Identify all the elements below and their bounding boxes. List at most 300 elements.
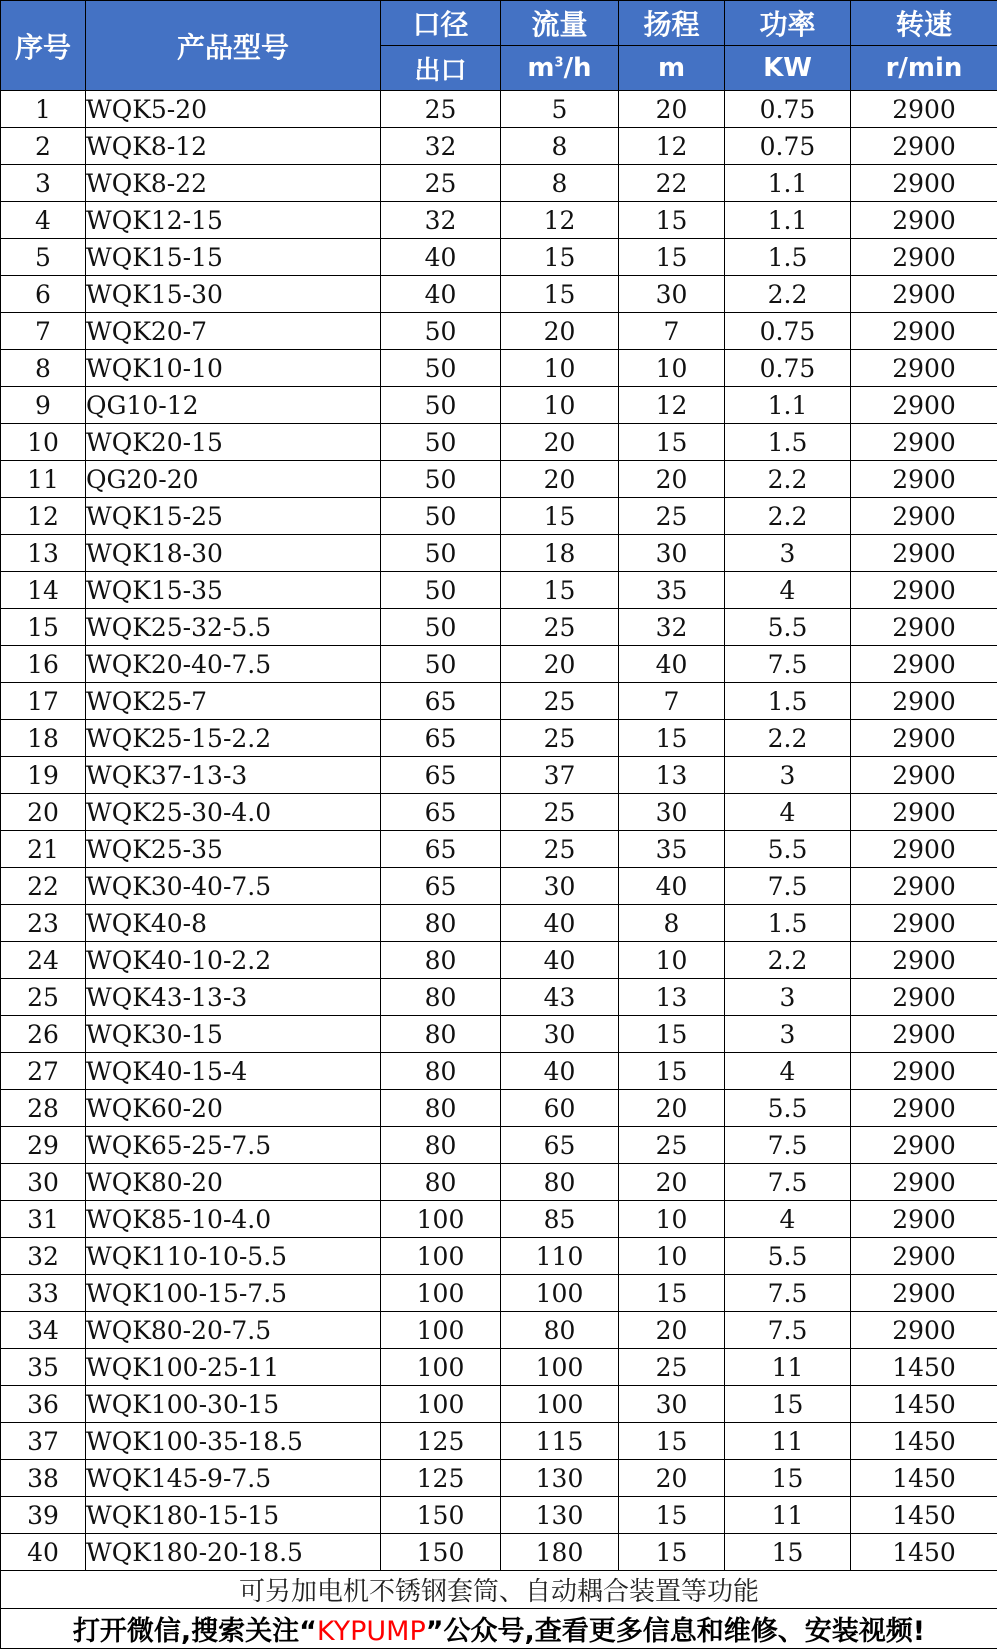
table-row <box>1 128 997 165</box>
table-row <box>1 1016 997 1053</box>
cell-model: WQK10-10 <box>86 350 381 387</box>
promo-text-after: ”公众号,查看更多信息和维修、安装视频! <box>426 1616 925 1647</box>
cell-model: WQK180-20-18.5 <box>86 1534 381 1571</box>
cell-speed: 2900 <box>851 535 997 572</box>
cell-flow: 110 <box>501 1238 619 1275</box>
cell-head: 30 <box>619 1386 725 1423</box>
table-row <box>1 609 997 646</box>
cell-seq: 21 <box>1 831 86 868</box>
cell-speed: 2900 <box>851 942 997 979</box>
cell-caliber: 50 <box>381 646 501 683</box>
cell-speed: 2900 <box>851 461 997 498</box>
cell-model: WQK20-15 <box>86 424 381 461</box>
cell-caliber: 50 <box>381 498 501 535</box>
table-row <box>1 1275 997 1312</box>
cell-speed: 2900 <box>851 757 997 794</box>
cell-power: 3 <box>725 757 851 794</box>
cell-caliber: 100 <box>381 1201 501 1238</box>
cell-power: 7.5 <box>725 1312 851 1349</box>
cell-speed: 2900 <box>851 239 997 276</box>
cell-caliber: 125 <box>381 1423 501 1460</box>
cell-flow: 40 <box>501 905 619 942</box>
table-row <box>1 1423 997 1460</box>
table-row <box>1 683 997 720</box>
cell-power: 0.75 <box>725 313 851 350</box>
table-header <box>1 1 997 91</box>
header-head: 扬程 <box>619 1 725 46</box>
header-power-unit: KW <box>725 46 851 91</box>
cell-flow: 8 <box>501 128 619 165</box>
cell-power: 0.75 <box>725 128 851 165</box>
cell-model: WQK80-20 <box>86 1164 381 1201</box>
header-flow-unit <box>501 46 619 91</box>
table-row <box>1 1090 997 1127</box>
cell-power: 1.1 <box>725 202 851 239</box>
cell-seq: 39 <box>1 1497 86 1534</box>
cell-speed: 2900 <box>851 1312 997 1349</box>
cell-model: WQK25-15-2.2 <box>86 720 381 757</box>
cell-seq: 2 <box>1 128 86 165</box>
cell-seq: 3 <box>1 165 86 202</box>
cell-model: WQK180-15-15 <box>86 1497 381 1534</box>
cell-flow: 30 <box>501 868 619 905</box>
cell-head: 25 <box>619 498 725 535</box>
cell-speed: 1450 <box>851 1349 997 1386</box>
cell-head: 20 <box>619 461 725 498</box>
cell-seq: 37 <box>1 1423 86 1460</box>
cell-model: WQK145-9-7.5 <box>86 1460 381 1497</box>
cell-flow: 40 <box>501 1053 619 1090</box>
cell-head: 20 <box>619 1164 725 1201</box>
table-row <box>1 91 997 128</box>
cell-power: 15 <box>725 1534 851 1571</box>
cell-head: 20 <box>619 1312 725 1349</box>
cell-flow: 40 <box>501 942 619 979</box>
cell-speed: 1450 <box>851 1534 997 1571</box>
cell-seq: 7 <box>1 313 86 350</box>
table-row <box>1 535 997 572</box>
cell-speed: 2900 <box>851 165 997 202</box>
cell-model: WQK25-7 <box>86 683 381 720</box>
cell-head: 10 <box>619 1201 725 1238</box>
cell-power: 2.2 <box>725 498 851 535</box>
cell-seq: 17 <box>1 683 86 720</box>
cell-power: 0.75 <box>725 350 851 387</box>
cell-flow: 15 <box>501 498 619 535</box>
cell-speed: 2900 <box>851 498 997 535</box>
cell-seq: 19 <box>1 757 86 794</box>
header-flow: 流量 <box>501 1 619 46</box>
cell-head: 20 <box>619 91 725 128</box>
cell-seq: 29 <box>1 1127 86 1164</box>
header-caliber-unit: 出口 <box>381 46 501 91</box>
cell-head: 12 <box>619 128 725 165</box>
cell-model: WQK100-30-15 <box>86 1386 381 1423</box>
cell-seq: 16 <box>1 646 86 683</box>
cell-caliber: 50 <box>381 313 501 350</box>
table-row <box>1 1349 997 1386</box>
table-row <box>1 276 997 313</box>
cell-caliber: 80 <box>381 1016 501 1053</box>
cell-seq: 30 <box>1 1164 86 1201</box>
cell-flow: 25 <box>501 794 619 831</box>
cell-speed: 2900 <box>851 387 997 424</box>
cell-power: 7.5 <box>725 646 851 683</box>
cell-head: 15 <box>619 1534 725 1571</box>
cell-speed: 2900 <box>851 720 997 757</box>
cell-flow: 20 <box>501 313 619 350</box>
cell-speed: 2900 <box>851 1164 997 1201</box>
cell-head: 35 <box>619 831 725 868</box>
cell-flow: 25 <box>501 683 619 720</box>
cell-head: 7 <box>619 683 725 720</box>
cell-power: 7.5 <box>725 868 851 905</box>
cell-speed: 2900 <box>851 831 997 868</box>
cell-model: WQK25-35 <box>86 831 381 868</box>
cell-seq: 15 <box>1 609 86 646</box>
cell-model: WQK20-7 <box>86 313 381 350</box>
cell-power: 1.5 <box>725 424 851 461</box>
cell-speed: 2900 <box>851 794 997 831</box>
cell-model: WQK40-10-2.2 <box>86 942 381 979</box>
table-row <box>1 202 997 239</box>
cell-model: WQK37-13-3 <box>86 757 381 794</box>
cell-speed: 2900 <box>851 313 997 350</box>
cell-caliber: 50 <box>381 387 501 424</box>
cell-caliber: 40 <box>381 239 501 276</box>
table-row <box>1 831 997 868</box>
cell-power: 0.75 <box>725 91 851 128</box>
table-row <box>1 1238 997 1275</box>
cell-model: WQK20-40-7.5 <box>86 646 381 683</box>
table-row <box>1 350 997 387</box>
cell-power: 1.5 <box>725 683 851 720</box>
cell-caliber: 80 <box>381 1053 501 1090</box>
header-speed: 转速 <box>851 1 997 46</box>
cell-caliber: 25 <box>381 91 501 128</box>
cell-seq: 40 <box>1 1534 86 1571</box>
cell-flow: 100 <box>501 1349 619 1386</box>
cell-speed: 2900 <box>851 1238 997 1275</box>
cell-seq: 1 <box>1 91 86 128</box>
cell-caliber: 80 <box>381 1090 501 1127</box>
cell-caliber: 65 <box>381 831 501 868</box>
cell-seq: 33 <box>1 1275 86 1312</box>
cell-seq: 24 <box>1 942 86 979</box>
cell-power: 4 <box>725 1053 851 1090</box>
cell-power: 11 <box>725 1349 851 1386</box>
cell-power: 1.1 <box>725 387 851 424</box>
cell-head: 7 <box>619 313 725 350</box>
cell-speed: 2900 <box>851 868 997 905</box>
cell-power: 7.5 <box>725 1275 851 1312</box>
cell-model: WQK30-15 <box>86 1016 381 1053</box>
table-row <box>1 1534 997 1571</box>
cell-speed: 2900 <box>851 683 997 720</box>
cell-model: WQK110-10-5.5 <box>86 1238 381 1275</box>
cell-model: WQK15-25 <box>86 498 381 535</box>
table-row <box>1 1201 997 1238</box>
cell-model: WQK43-13-3 <box>86 979 381 1016</box>
header-caliber: 口径 <box>381 1 501 46</box>
cell-speed: 2900 <box>851 202 997 239</box>
cell-head: 40 <box>619 646 725 683</box>
cell-power: 5.5 <box>725 1090 851 1127</box>
cell-flow: 65 <box>501 1127 619 1164</box>
cell-head: 40 <box>619 868 725 905</box>
cell-head: 10 <box>619 942 725 979</box>
flow-unit-sup: 3 <box>555 55 564 70</box>
cell-seq: 4 <box>1 202 86 239</box>
cell-flow: 15 <box>501 572 619 609</box>
cell-caliber: 32 <box>381 202 501 239</box>
cell-seq: 8 <box>1 350 86 387</box>
cell-speed: 2900 <box>851 646 997 683</box>
cell-flow: 15 <box>501 239 619 276</box>
header-model: 产品型号 <box>86 1 381 91</box>
cell-speed: 2900 <box>851 424 997 461</box>
table-row <box>1 424 997 461</box>
cell-power: 5.5 <box>725 609 851 646</box>
cell-model: WQK8-22 <box>86 165 381 202</box>
cell-seq: 23 <box>1 905 86 942</box>
cell-head: 35 <box>619 572 725 609</box>
cell-caliber: 100 <box>381 1238 501 1275</box>
cell-model: WQK25-30-4.0 <box>86 794 381 831</box>
table-row <box>1 313 997 350</box>
header-power: 功率 <box>725 1 851 46</box>
cell-speed: 2900 <box>851 1127 997 1164</box>
cell-head: 20 <box>619 1090 725 1127</box>
cell-head: 15 <box>619 424 725 461</box>
cell-flow: 10 <box>501 387 619 424</box>
cell-flow: 12 <box>501 202 619 239</box>
cell-caliber: 65 <box>381 757 501 794</box>
cell-seq: 9 <box>1 387 86 424</box>
cell-seq: 14 <box>1 572 86 609</box>
cell-seq: 32 <box>1 1238 86 1275</box>
cell-power: 11 <box>725 1423 851 1460</box>
cell-model: WQK40-8 <box>86 905 381 942</box>
cell-flow: 30 <box>501 1016 619 1053</box>
cell-caliber: 80 <box>381 942 501 979</box>
cell-caliber: 150 <box>381 1534 501 1571</box>
footer-promo <box>1 1609 997 1649</box>
cell-speed: 2900 <box>851 1090 997 1127</box>
cell-flow: 43 <box>501 979 619 1016</box>
cell-flow: 20 <box>501 461 619 498</box>
cell-model: WQK25-32-5.5 <box>86 609 381 646</box>
cell-head: 12 <box>619 387 725 424</box>
cell-head: 20 <box>619 1460 725 1497</box>
cell-head: 25 <box>619 1127 725 1164</box>
cell-flow: 8 <box>501 165 619 202</box>
cell-seq: 28 <box>1 1090 86 1127</box>
cell-model: WQK100-35-18.5 <box>86 1423 381 1460</box>
cell-caliber: 40 <box>381 276 501 313</box>
cell-model: WQK80-20-7.5 <box>86 1312 381 1349</box>
cell-speed: 2900 <box>851 1201 997 1238</box>
table-row <box>1 1312 997 1349</box>
cell-head: 15 <box>619 202 725 239</box>
cell-head: 15 <box>619 1275 725 1312</box>
cell-model: WQK15-30 <box>86 276 381 313</box>
cell-flow: 80 <box>501 1164 619 1201</box>
cell-head: 32 <box>619 609 725 646</box>
cell-flow: 115 <box>501 1423 619 1460</box>
cell-seq: 6 <box>1 276 86 313</box>
cell-model: WQK100-15-7.5 <box>86 1275 381 1312</box>
cell-flow: 10 <box>501 350 619 387</box>
cell-caliber: 50 <box>381 609 501 646</box>
cell-flow: 100 <box>501 1386 619 1423</box>
cell-caliber: 125 <box>381 1460 501 1497</box>
cell-head: 13 <box>619 979 725 1016</box>
table-body <box>1 91 997 1571</box>
cell-speed: 2900 <box>851 91 997 128</box>
cell-caliber: 50 <box>381 572 501 609</box>
table-row <box>1 165 997 202</box>
cell-seq: 25 <box>1 979 86 1016</box>
cell-caliber: 80 <box>381 1164 501 1201</box>
table-row <box>1 1053 997 1090</box>
header-seq: 序号 <box>1 1 86 91</box>
cell-power: 2.2 <box>725 942 851 979</box>
cell-seq: 35 <box>1 1349 86 1386</box>
promo-brand: KYPUMP <box>317 1616 426 1647</box>
cell-model: WQK60-20 <box>86 1090 381 1127</box>
cell-model: WQK12-15 <box>86 202 381 239</box>
table-footer <box>1 1571 997 1649</box>
cell-head: 25 <box>619 1349 725 1386</box>
cell-caliber: 80 <box>381 1127 501 1164</box>
cell-seq: 31 <box>1 1201 86 1238</box>
cell-flow: 80 <box>501 1312 619 1349</box>
cell-speed: 1450 <box>851 1497 997 1534</box>
cell-flow: 25 <box>501 831 619 868</box>
cell-model: WQK5-20 <box>86 91 381 128</box>
cell-caliber: 100 <box>381 1386 501 1423</box>
cell-flow: 5 <box>501 91 619 128</box>
cell-caliber: 80 <box>381 905 501 942</box>
cell-power: 15 <box>725 1386 851 1423</box>
cell-speed: 2900 <box>851 1053 997 1090</box>
cell-flow: 20 <box>501 646 619 683</box>
cell-seq: 22 <box>1 868 86 905</box>
cell-head: 13 <box>619 757 725 794</box>
table-row <box>1 1164 997 1201</box>
table-row <box>1 1460 997 1497</box>
cell-speed: 2900 <box>851 979 997 1016</box>
table-row <box>1 757 997 794</box>
cell-head: 15 <box>619 1053 725 1090</box>
cell-flow: 130 <box>501 1460 619 1497</box>
cell-flow: 85 <box>501 1201 619 1238</box>
cell-head: 10 <box>619 1238 725 1275</box>
cell-head: 10 <box>619 350 725 387</box>
table-row <box>1 239 997 276</box>
table-row <box>1 1386 997 1423</box>
promo-text-before: 打开微信,搜索关注“ <box>73 1616 317 1647</box>
cell-model: WQK8-12 <box>86 128 381 165</box>
footer-note: 可另加电机不锈钢套筒、自动耦合装置等功能 <box>1 1571 997 1609</box>
header-speed-unit: r/min <box>851 46 997 91</box>
cell-head: 15 <box>619 720 725 757</box>
cell-caliber: 100 <box>381 1349 501 1386</box>
cell-speed: 2900 <box>851 609 997 646</box>
table-row <box>1 868 997 905</box>
cell-speed: 2900 <box>851 572 997 609</box>
cell-flow: 60 <box>501 1090 619 1127</box>
cell-seq: 5 <box>1 239 86 276</box>
cell-caliber: 80 <box>381 979 501 1016</box>
cell-power: 1.5 <box>725 905 851 942</box>
cell-power: 3 <box>725 979 851 1016</box>
cell-power: 3 <box>725 535 851 572</box>
cell-model: WQK85-10-4.0 <box>86 1201 381 1238</box>
cell-power: 2.2 <box>725 720 851 757</box>
cell-model: WQK100-25-11 <box>86 1349 381 1386</box>
cell-caliber: 100 <box>381 1275 501 1312</box>
cell-caliber: 50 <box>381 424 501 461</box>
cell-power: 2.2 <box>725 276 851 313</box>
cell-seq: 10 <box>1 424 86 461</box>
cell-model: QG10-12 <box>86 387 381 424</box>
cell-seq: 13 <box>1 535 86 572</box>
cell-model: WQK18-30 <box>86 535 381 572</box>
cell-head: 15 <box>619 239 725 276</box>
cell-seq: 26 <box>1 1016 86 1053</box>
cell-model: WQK65-25-7.5 <box>86 1127 381 1164</box>
cell-caliber: 65 <box>381 683 501 720</box>
cell-caliber: 50 <box>381 350 501 387</box>
cell-flow: 180 <box>501 1534 619 1571</box>
cell-speed: 1450 <box>851 1460 997 1497</box>
cell-caliber: 65 <box>381 720 501 757</box>
cell-flow: 15 <box>501 276 619 313</box>
header-head-unit: m <box>619 46 725 91</box>
cell-model: WQK15-15 <box>86 239 381 276</box>
table-row <box>1 1127 997 1164</box>
cell-speed: 2900 <box>851 350 997 387</box>
cell-seq: 18 <box>1 720 86 757</box>
cell-model: QG20-20 <box>86 461 381 498</box>
cell-speed: 1450 <box>851 1386 997 1423</box>
cell-seq: 34 <box>1 1312 86 1349</box>
cell-power: 5.5 <box>725 831 851 868</box>
cell-caliber: 50 <box>381 461 501 498</box>
cell-speed: 1450 <box>851 1423 997 1460</box>
table-row <box>1 572 997 609</box>
flow-unit-tail: /h <box>564 53 592 83</box>
cell-power: 4 <box>725 572 851 609</box>
cell-power: 4 <box>725 794 851 831</box>
cell-flow: 20 <box>501 424 619 461</box>
cell-speed: 2900 <box>851 1016 997 1053</box>
cell-flow: 18 <box>501 535 619 572</box>
cell-flow: 25 <box>501 609 619 646</box>
cell-caliber: 100 <box>381 1312 501 1349</box>
cell-speed: 2900 <box>851 1275 997 1312</box>
cell-power: 2.2 <box>725 461 851 498</box>
cell-power: 1.1 <box>725 165 851 202</box>
cell-head: 15 <box>619 1423 725 1460</box>
table-row <box>1 942 997 979</box>
cell-caliber: 150 <box>381 1497 501 1534</box>
cell-model: WQK15-35 <box>86 572 381 609</box>
table-row <box>1 720 997 757</box>
cell-speed: 2900 <box>851 905 997 942</box>
